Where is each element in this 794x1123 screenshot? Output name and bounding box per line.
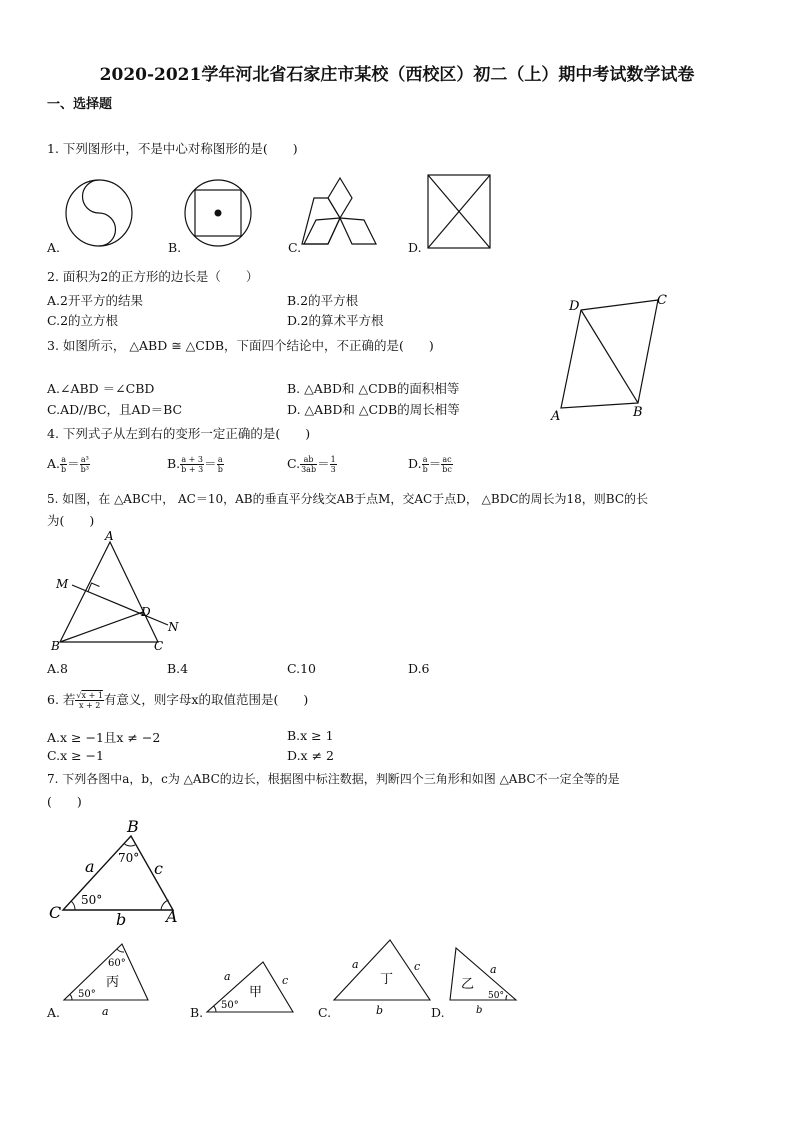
q7-c-side3: b [376, 1004, 384, 1017]
q4-stem: 4. 下列式子从左到右的变形一定正确的是( ) [47, 426, 311, 441]
q7-label-a-vertex: A [166, 907, 178, 926]
q7-b-name: 甲 [249, 985, 263, 1000]
q7-a-name: 丙 [106, 975, 120, 990]
q7-stem-line2: ( ) [47, 794, 82, 809]
q5-label-n: N [168, 620, 179, 634]
q6-option-a[interactable]: A.x ≥ −1且x ≠ −2 [47, 730, 161, 745]
q6-fraction [75, 691, 104, 710]
q7-option-d[interactable]: D. [431, 1005, 445, 1020]
q7-option-b[interactable]: B. [190, 1005, 204, 1020]
q4-b-frac-left: $\frac{a + 3}{b + 3}$ [181, 455, 204, 474]
q4-b-frac-right: $\frac{a}{b}$ [217, 455, 223, 474]
q2-stem: 2. 面积为2的正方形的边长是（ ） [47, 269, 259, 284]
q4-c-eq: ＝ [317, 456, 330, 471]
q3-option-d[interactable]: D. △ABD和 △CDB的周长相等 [287, 402, 460, 417]
q2-option-c[interactable]: C.2的立方根 [47, 313, 119, 328]
q7-label-b-vertex: B [127, 817, 139, 836]
q5-option-d[interactable]: D.6 [408, 661, 430, 676]
q7-label-side-a: a [85, 857, 95, 876]
q7-option-a-triangle [60, 940, 155, 1020]
q1-figure-c-three-diamonds [300, 176, 380, 248]
q6-prefix: 6. 若 [47, 692, 76, 707]
q4-d-frac-left: $\frac{a}{b}$ [422, 455, 428, 474]
q1-figure-b-circle-square [183, 178, 253, 248]
q3-label-a: A [551, 409, 561, 424]
q1-figure-a-yinyang [64, 178, 134, 248]
q7-option-a[interactable]: A. [47, 1005, 61, 1020]
q4-c-frac-right: $\frac{1}{3}$ [330, 455, 336, 474]
q4-c-label: C. [287, 456, 301, 471]
q5-figure-triangle [48, 530, 188, 655]
q2-option-b[interactable]: B.2的平方根 [287, 293, 359, 308]
q7-label-c-vertex: C [49, 903, 62, 922]
q7-b-side2: c [282, 974, 289, 987]
q4-c-frac-left: $\frac{ab}{3ab}$ [301, 455, 317, 474]
q3-option-b[interactable]: B. △ABD和 △CDB的面积相等 [287, 381, 460, 396]
q4-a-frac-left: $\frac{a}{b}$ [61, 455, 67, 474]
q3-label-c: C [657, 293, 667, 308]
q3-label-b: B [633, 405, 643, 420]
q7-b-angle1: 50° [221, 1000, 239, 1011]
q7-option-b-triangle [203, 958, 303, 1018]
q1-stem: 1. 下列图形中，不是中心对称图形的是( ) [47, 141, 298, 156]
q7-b-side1: a [224, 970, 231, 983]
q7-a-angle1: 60° [108, 958, 126, 969]
q6-option-b[interactable]: B.x ≥ 1 [287, 728, 334, 743]
q3-figure-parallelogram [545, 290, 675, 425]
q4-option-c[interactable] [287, 454, 337, 474]
q3-label-d: D [569, 299, 580, 314]
q3-stem: 3. 如图所示， △ABD ≅ △CDB，下面四个结论中，不正确的是( ) [47, 338, 434, 353]
q5-label-c: C [154, 639, 164, 653]
q5-label-d: D [141, 605, 151, 619]
q6-option-c[interactable]: C.x ≥ −1 [47, 748, 104, 763]
q7-label-side-b: b [116, 910, 127, 929]
q7-d-side2: b [476, 1005, 483, 1016]
q7-a-angle2: 50° [78, 989, 96, 1000]
q7-angle-c: 50° [81, 893, 103, 907]
q7-d-name: 乙 [461, 977, 475, 992]
q3-option-c[interactable]: C.AD//BC，且AD＝BC [47, 402, 183, 417]
q7-label-side-c: c [154, 859, 163, 878]
q6-denominator: x + 2 [78, 701, 101, 710]
page-title: 2020-2021学年河北省石家庄市某校（西校区）初二（上）期中考试数学试卷 [99, 65, 695, 85]
q4-a-eq: ＝ [67, 456, 80, 471]
q2-option-a[interactable]: A.2开平方的结果 [47, 293, 143, 308]
q7-option-d-triangle [446, 944, 526, 1019]
q6-suffix: 有意义，则字母x的取值范围是( ) [103, 692, 309, 707]
q5-label-b: B [51, 639, 60, 653]
q5-stem-line1: 5. 如图，在 △ABC中， AC＝10，AB的垂直平分线交AB于点M，交AC于点D， △BDC的周长为18，则BC的长 [47, 492, 649, 506]
q1-option-c[interactable]: C. [288, 240, 302, 255]
q2-option-d[interactable]: D.2的算术平方根 [287, 313, 384, 328]
q5-label-m: M [56, 577, 69, 591]
q4-d-frac-right: $\frac{ac}{bc}$ [442, 455, 452, 474]
q1-option-b[interactable]: B. [168, 240, 182, 255]
q4-b-eq: ＝ [204, 456, 217, 471]
q7-c-side1: a [352, 958, 359, 971]
q4-d-label: D. [408, 456, 422, 471]
q7-option-c-triangle [330, 936, 435, 1021]
q5-option-c[interactable]: C.10 [287, 661, 316, 676]
q1-option-a[interactable]: A. [47, 240, 61, 255]
q5-stem-line2: 为( ) [47, 513, 95, 528]
q1-option-d[interactable]: D. [408, 240, 422, 255]
q4-a-frac-right: $\frac{\text{a³}}{\text{b³}}$ [80, 455, 89, 474]
q5-option-a[interactable]: A.8 [47, 661, 68, 676]
q4-option-a[interactable] [47, 454, 90, 474]
q4-a-label: A. [47, 456, 61, 471]
q7-option-c[interactable]: C. [318, 1005, 332, 1020]
q4-option-b[interactable] [167, 454, 224, 474]
q4-b-label: B. [167, 456, 181, 471]
q6-numerator: √x + 1 [76, 691, 103, 700]
q5-option-b[interactable]: B.4 [167, 661, 189, 676]
q7-d-angle1: 50° [488, 991, 504, 1001]
q6-stem [47, 690, 308, 710]
q3-option-a[interactable]: A.∠ABD ＝∠CBD [47, 381, 155, 396]
q6-option-d[interactable]: D.x ≠ 2 [287, 748, 334, 763]
q1-figure-d-rectangle-diagonals [427, 174, 491, 250]
q7-a-side: a [102, 1005, 109, 1018]
q7-angle-b: 70° [118, 851, 140, 865]
q7-stem-line1: 7. 下列各图中a，b，c为 △ABC的边长，根据图中标注数据，判断四个三角形和如图 △ABC不一定全等的是 [47, 772, 620, 786]
q5-label-a: A [105, 529, 114, 543]
q7-c-side2: c [414, 960, 421, 973]
q7-c-name: 丁 [380, 972, 394, 987]
q7-d-side1: a [490, 963, 497, 976]
section-heading: 一、选择题 [47, 97, 113, 112]
q4-option-d[interactable] [408, 454, 453, 474]
q7-main-triangle [45, 812, 195, 927]
q4-d-eq: ＝ [428, 456, 442, 471]
